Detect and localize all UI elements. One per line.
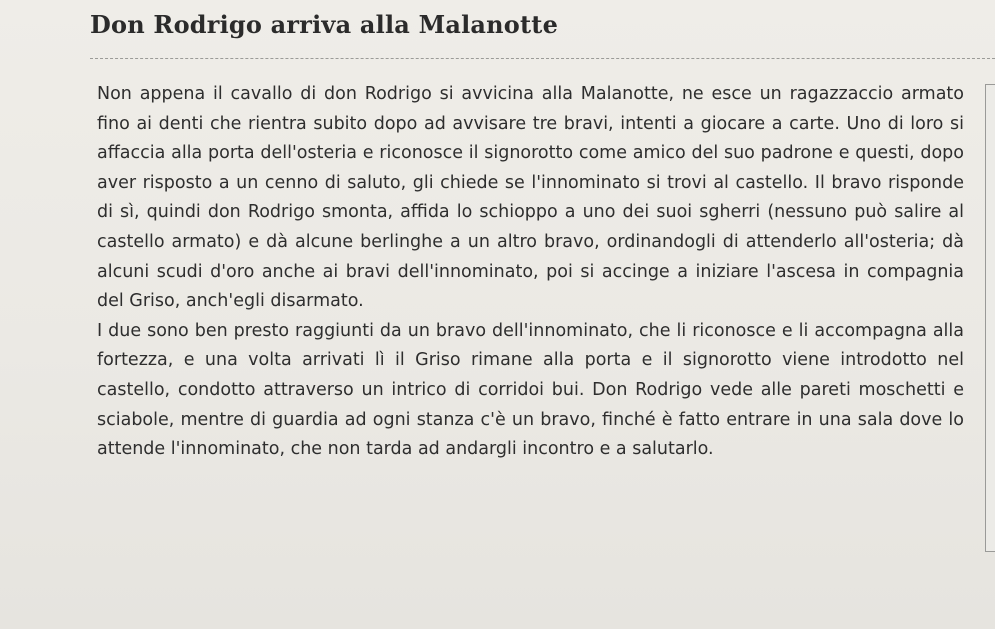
paragraph-1: Non appena il cavallo di don Rodrigo si avvicina alla Malanotte, ne esce un ragazzaccio armato fino ai denti che rientra subito dopo ad avvisare tre bravi, intenti a giocare a carte. Uno di loro si affaccia alla porta dell'osteria e riconosce il signorotto come amico del suo padrone e questi, dopo aver risposto a un cenno di saluto, gli chiede se l'innominato si trovi al castello. Il bravo risponde di sì, quindi don Rodrigo smonta, affida lo schioppo a uno dei suoi sgherri (nessuno può salire al castello armato) e dà alcune berlinghe a un altro bravo, ordinandogli di attenderlo all'osteria; dà alcuni scudi d'oro anche ai bravi dell'innominato, poi si accinge a iniziare l'ascesa in compagnia del Griso, anch'egli disarmato.	[97, 84, 964, 312]
body-text	[97, 80, 964, 465]
scroll-container-edge[interactable]	[985, 84, 995, 552]
title-divider	[90, 58, 995, 59]
section-title: Don Rodrigo arriva alla Malanotte	[90, 10, 559, 39]
paragraph-2: I due sono ben presto raggiunti da un bravo dell'innominato, che li riconosce e li accompagna alla fortezza, e una volta arrivati lì il Griso rimane alla porta e il signorotto viene introdotto nel castello, condotto attraverso un intrico di corridoi bui. Don Rodrigo vede alle pareti moschetti e sciabole, mentre di guardia ad ogni stanza c'è un bravo, finché è fatto entrare in una sala dove lo attende l'innominato, che non tarda ad andargli incontro e a salutarlo.	[97, 320, 964, 460]
